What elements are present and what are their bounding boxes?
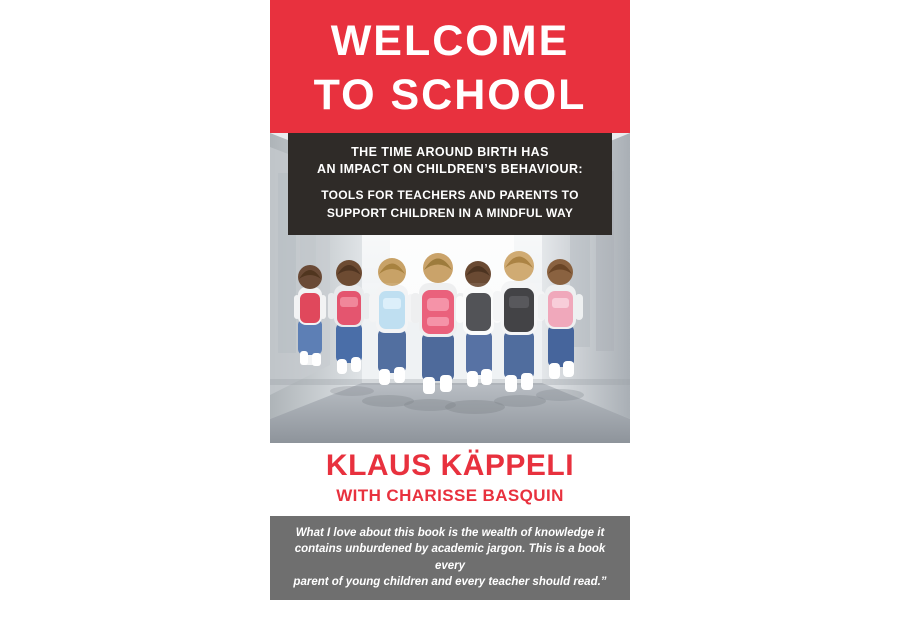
cover-title-line-1: WELCOME	[330, 17, 570, 66]
subtitle-line-4: SUPPORT CHILDREN IN A MINDFUL WAY	[326, 205, 574, 220]
author-coauthor: WITH CHARISSE BASQUIN	[336, 485, 564, 505]
book-cover	[270, 0, 630, 618]
subtitle-line-2: AN IMPACT ON CHILDREN’S BEHAVIOUR:	[317, 161, 583, 176]
testimonial-line-2: contains unburdened by academic jargon. This is a book every	[294, 543, 606, 572]
testimonial-line-3: parent of young children and every teacher should read.”	[293, 575, 607, 588]
subtitle-line-3: TOOLS FOR TEACHERS AND PARENTS TO	[321, 187, 579, 202]
cover-testimonial-block	[270, 516, 630, 618]
cover-subtitle-plaque	[288, 133, 612, 235]
cover-title-band	[270, 0, 630, 133]
subtitle-line-1: THE TIME AROUND BIRTH HAS	[351, 145, 549, 159]
author-name: KLAUS KÄPPELI	[325, 449, 575, 482]
testimonial-line-1: What I love about this book is the wealth of knowledge it	[295, 527, 605, 539]
child-1	[294, 265, 326, 366]
cover-author-block	[270, 443, 630, 516]
cover-title-line-2: TO SCHOOL	[313, 71, 587, 120]
testimonial-attribution: Thomas R. Verny MD, DHL (Hon), DPsych, FRCPC, FAPA, Stratford, ON, Canada	[300, 598, 600, 618]
